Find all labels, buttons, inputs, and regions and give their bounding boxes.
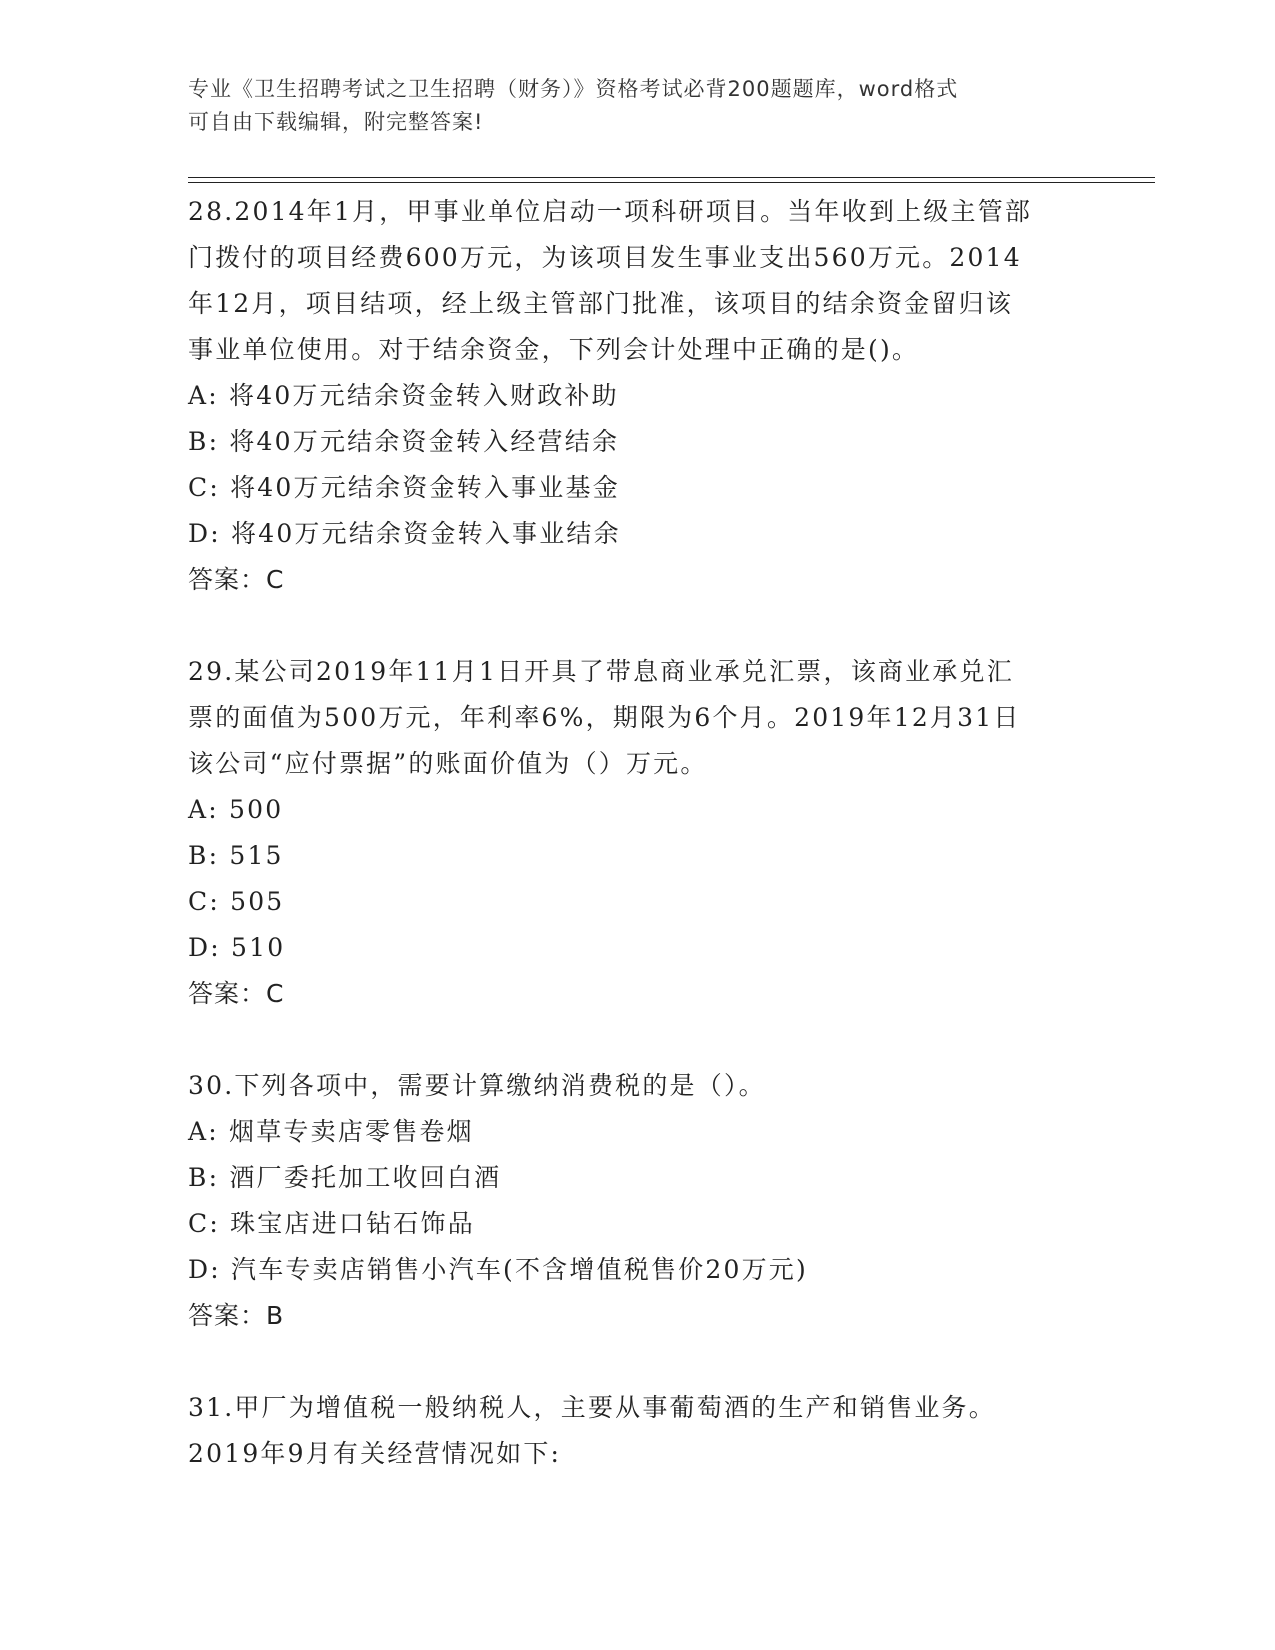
option-b: B: 将40万元结余资金转入经营结余 (188, 427, 620, 456)
question-text: 28.2014年1月，甲事业单位启动一项科研项目。当年收到上级主管部 门拨付的项目经费600万元，为该项目发生事业支出560万元。2014 年12月，项目结项，经上级主管部门批准，该项目的结余资金留归该 事业单位使用。对于结余资金，下列会计处理中正确的是()。 (188, 197, 1033, 364)
question-28 (188, 189, 1088, 603)
question-list (188, 189, 1088, 1477)
answer: 答案：B (188, 1301, 285, 1330)
header-divider-bottom (188, 182, 1155, 183)
question-30 (188, 1063, 1088, 1339)
option-c: C: 505 (188, 887, 285, 916)
answer: 答案：C (188, 979, 285, 1008)
question-text: 30.下列各项中，需要计算缴纳消费税的是（）。 (188, 1071, 766, 1100)
option-c: C: 珠宝店进口钻石饰品 (188, 1209, 475, 1238)
option-d: D: 汽车专卖店销售小汽车(不含增值税售价20万元) (188, 1255, 808, 1284)
question-29 (188, 649, 1088, 1017)
question-31 (188, 1385, 1088, 1477)
header-divider-top (188, 177, 1155, 178)
option-a: A: 将40万元结余资金转入财政补助 (188, 381, 619, 410)
header-line-1: 专业《卫生招聘考试之卫生招聘（财务）》资格考试必背200题题库，word格式 (188, 77, 959, 101)
question-text: 31.甲厂为增值税一般纳税人，主要从事葡萄酒的生产和销售业务。 2019年9月有关经营情况如下: (188, 1393, 996, 1468)
document-header (188, 73, 1088, 139)
header-line-2: 可自由下载编辑，附完整答案! (188, 110, 484, 134)
question-spacer (188, 603, 1088, 649)
option-a: A: 500 (188, 795, 284, 824)
question-spacer (188, 1017, 1088, 1063)
option-b: B: 515 (188, 841, 284, 870)
option-c: C: 将40万元结余资金转入事业基金 (188, 473, 620, 502)
option-a: A: 烟草专卖店零售卷烟 (188, 1117, 474, 1146)
question-spacer (188, 1339, 1088, 1385)
option-d: D: 将40万元结余资金转入事业结余 (188, 519, 621, 548)
question-text: 29.某公司2019年11月1日开具了带息商业承兑汇票，该商业承兑汇 票的面值为500万元，年利率6%，期限为6个月。2019年12月31日 该公司“应付票据”的账面价值为（）万元。 (188, 657, 1021, 778)
option-b: B: 酒厂委托加工收回白酒 (188, 1163, 502, 1192)
option-d: D: 510 (188, 933, 286, 962)
answer: 答案：C (188, 565, 285, 594)
